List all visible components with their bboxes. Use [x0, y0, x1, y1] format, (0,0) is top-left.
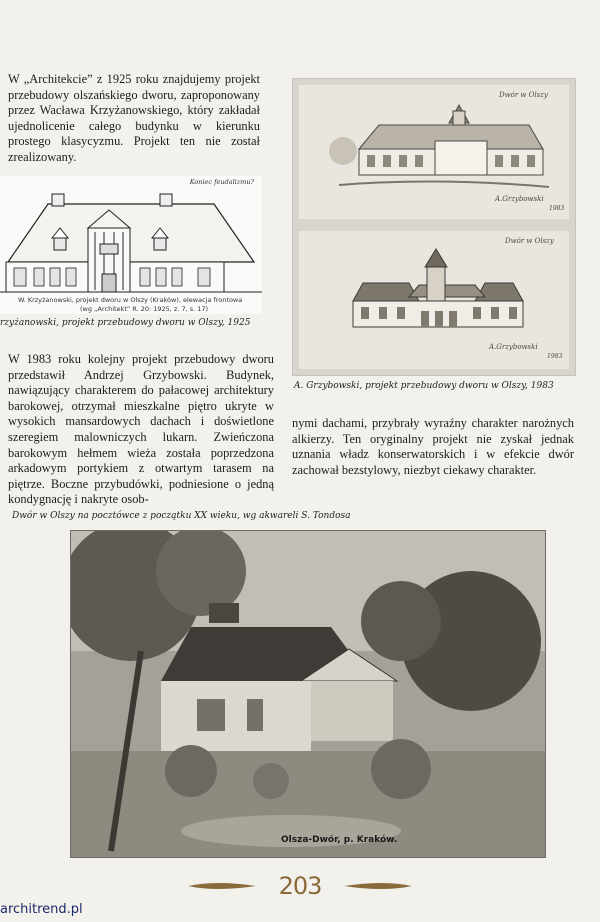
watercolor-caption: A. Grzybowski, projekt przebudowy dworu w Olszy, 1983 [294, 381, 554, 391]
elevation-inline-caption-1: W. Krzyżanowski, projekt dworu w Olszy (Kraków), elewacja frontowa [18, 296, 243, 304]
sketch-1-signature: A.Grzybowski [495, 195, 544, 203]
paragraph-2: W 1983 roku kolejny projekt przebudowy dworu przedstawił Andrzej Grzybowski. Budynek, nawiązujący charakterem do pałacowej architektury barokowej, otrzymał mieszkalne piętro ukryte w wysokich mansardowych dachach i doświetlone szeregiem malowniczych lukarn. Zwieńczona barokowym hełmem wieża została poprzedzona arkadowym portykiem z otwartym tarasem na piętrze. Boczne przybudówki, podniesione o jedną kondygnację i nakryte osob- [8, 352, 274, 507]
sketch-1-year: 1983 [549, 205, 565, 212]
watercolor-sketch-1 [299, 85, 569, 219]
postcard-drawing [71, 531, 545, 857]
watercolor-sketch-2 [299, 231, 569, 369]
elevation-note: Koniec feudalizmu? [189, 178, 254, 186]
sketch-2-text: Dwór w Olszy [505, 237, 554, 245]
elevation-roof [8, 204, 254, 262]
page-number-ornament [186, 872, 414, 900]
sketch-2-year: 1983 [547, 353, 563, 360]
elevation-figure [0, 176, 262, 314]
right-ornament-icon [342, 880, 414, 892]
postcard-caption: Dwór w Olszy na pocztówce z początku XX wieku, wg akwareli S. Tondosa [12, 511, 351, 521]
sketch-2-signature: A.Grzybowski [489, 343, 538, 351]
paragraph-3: nymi dachami, przybrały wyraźny charakter narożnych alkierzy. Ten oryginalny projekt nie zyskał jednak uznania władz konserwatorskich i w efekcie dwór zachował bezstylowy, niezbyt ciekawy charakter. [292, 416, 574, 477]
elevation-drawing [0, 186, 262, 296]
sketch-1-text: Dwór w Olszy [499, 91, 548, 99]
left-ornament-icon [186, 880, 258, 892]
elevation-caption: rzyżanowski, projekt przebudowy dworu w Olszy, 1925 [0, 318, 251, 328]
postcard-label: Olsza-Dwór, p. Kraków. [281, 835, 398, 845]
postcard-image [70, 530, 546, 858]
watermark: architrend.pl [0, 902, 83, 917]
elevation-inline-caption-2: (wg „Architekt” R. 20: 1925, z. 7, s. 17) [80, 305, 209, 313]
watercolor-figure [292, 78, 576, 376]
paragraph-1: W „Architekcie” z 1925 roku znajdujemy projekt przebudowy olszańskiego dworu, zaproponowany przez Wacława Krzyżanowskiego, który zakładał ujednolicenie całego budynku w kierunku prostego klasycyzmu. Projekt ten nie został zrealizowany. [8, 72, 260, 164]
page-number: 203 [278, 872, 322, 900]
